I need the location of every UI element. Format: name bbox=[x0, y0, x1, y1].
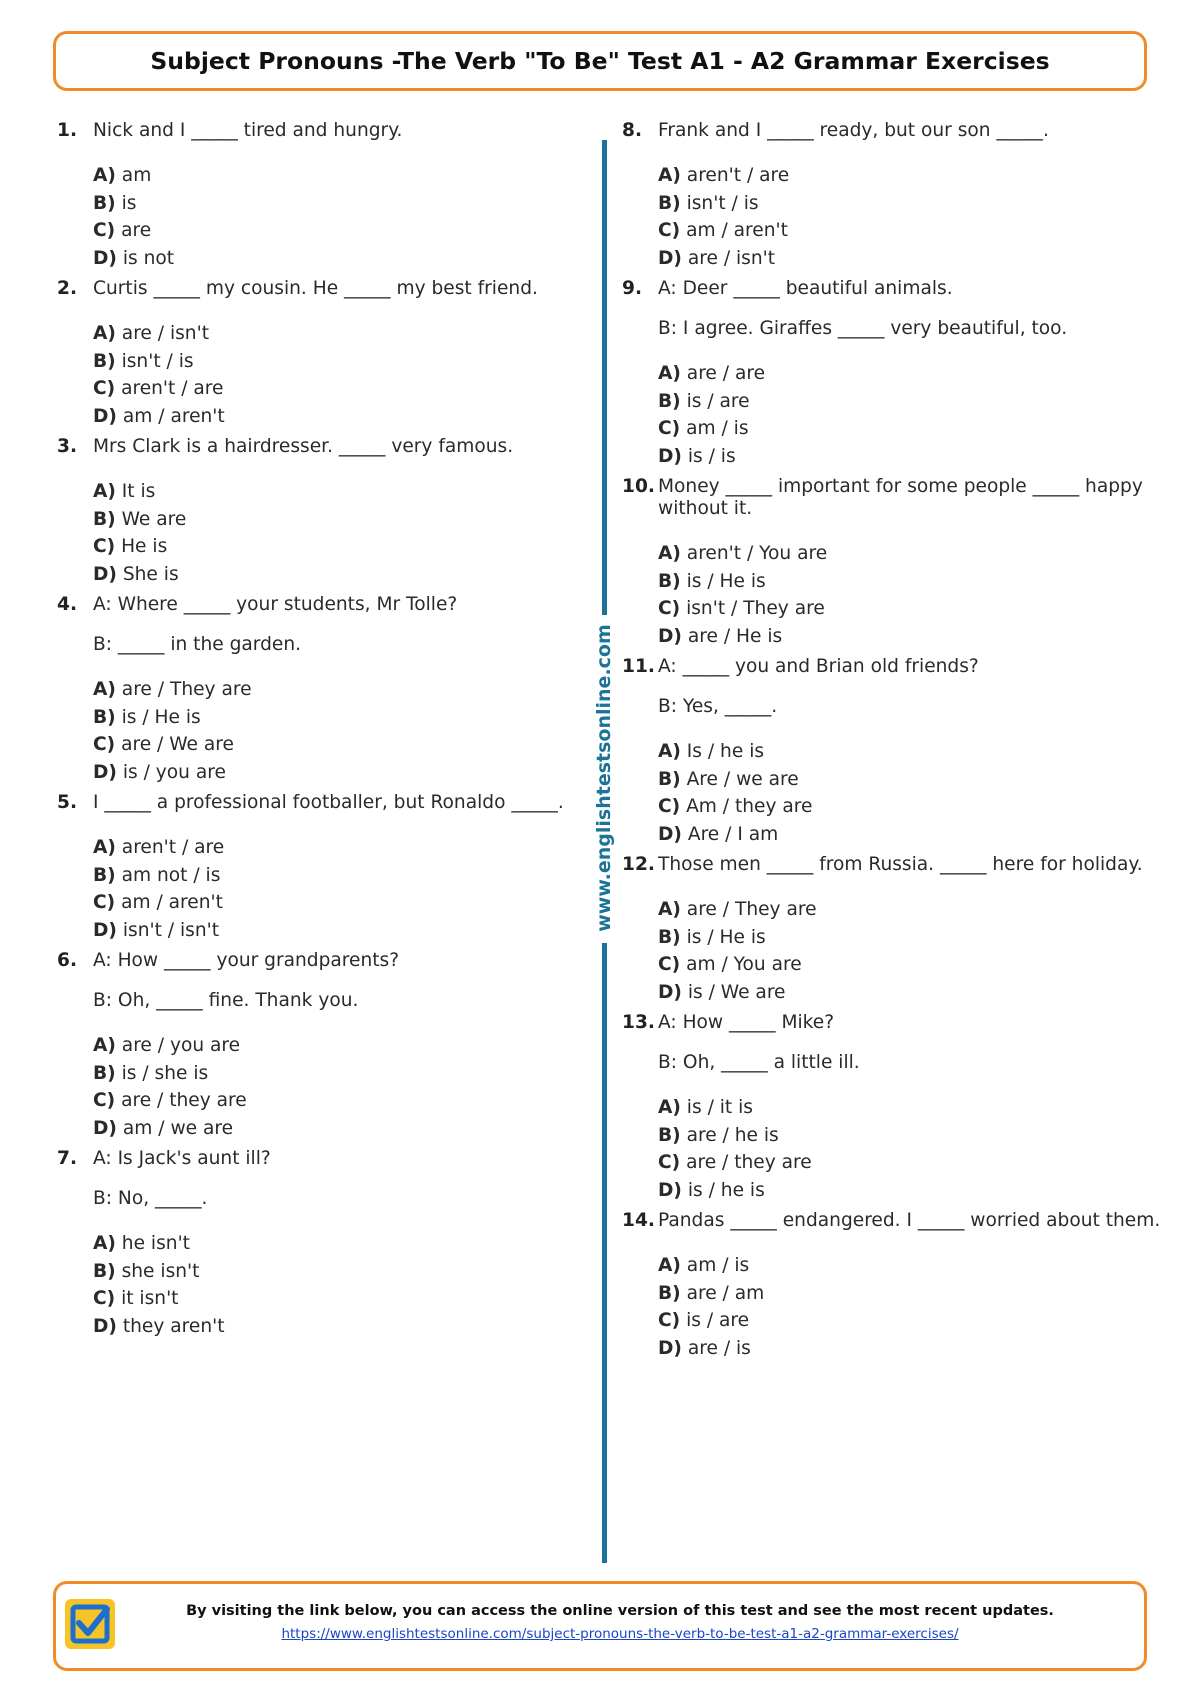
question-number: 13. bbox=[622, 1012, 655, 1033]
option-text: Is / he is bbox=[680, 741, 765, 762]
answer-option bbox=[658, 190, 1162, 218]
question-text: Curtis _____ my cousin. He _____ my best friend. bbox=[93, 278, 538, 299]
question-stem bbox=[57, 278, 567, 300]
answer-options bbox=[93, 162, 567, 272]
answer-options bbox=[93, 676, 567, 786]
answer-option bbox=[93, 889, 567, 917]
question-number: 11. bbox=[622, 656, 655, 677]
option-text: am bbox=[115, 165, 152, 186]
answer-option bbox=[93, 561, 567, 589]
option-letter: C) bbox=[658, 598, 681, 619]
answer-options bbox=[93, 478, 567, 588]
question-number: 10. bbox=[622, 476, 655, 497]
option-text: are / We are bbox=[115, 734, 234, 755]
answer-option bbox=[658, 1149, 1162, 1177]
question-stem bbox=[57, 436, 567, 458]
option-text: is / are bbox=[680, 1310, 750, 1331]
answer-option bbox=[93, 917, 567, 945]
question-stem bbox=[57, 950, 567, 972]
option-text: am / aren't bbox=[680, 220, 788, 241]
answer-option bbox=[93, 320, 567, 348]
option-letter: B) bbox=[93, 1062, 116, 1084]
question-item bbox=[57, 594, 567, 786]
answer-options bbox=[658, 896, 1162, 1006]
option-letter: A) bbox=[658, 543, 681, 564]
option-text: aren't / are bbox=[680, 165, 790, 186]
answer-options bbox=[658, 738, 1162, 848]
option-text: isn't / is bbox=[115, 350, 194, 372]
question-stem bbox=[622, 120, 1162, 142]
question-text: Money _____ important for some people _____ happy without it. bbox=[658, 476, 1143, 519]
option-text: are / isn't bbox=[115, 323, 209, 344]
question-item bbox=[622, 120, 1162, 272]
question-stem bbox=[622, 656, 1162, 678]
question-number: 1. bbox=[57, 120, 78, 141]
option-text: is / it is bbox=[680, 1097, 753, 1118]
question-stem bbox=[622, 1012, 1162, 1034]
option-text: is / We are bbox=[681, 981, 786, 1003]
option-letter: B) bbox=[658, 768, 681, 790]
answer-option bbox=[658, 623, 1162, 651]
question-text: A: Deer _____ beautiful animals. bbox=[658, 278, 953, 299]
option-letter: C) bbox=[93, 734, 116, 755]
option-text: am / aren't bbox=[116, 405, 225, 427]
question-stem bbox=[622, 1210, 1162, 1232]
option-letter: A) bbox=[658, 899, 681, 920]
question-item bbox=[622, 1210, 1162, 1362]
question-stem bbox=[622, 476, 1162, 520]
question-subtext: B: No, _____. bbox=[93, 1188, 208, 1209]
answer-option bbox=[658, 979, 1162, 1007]
answer-option bbox=[658, 245, 1162, 273]
answer-option bbox=[93, 731, 567, 759]
option-letter: C) bbox=[93, 536, 116, 557]
option-letter: A) bbox=[93, 1035, 116, 1056]
question-number: 14. bbox=[622, 1210, 655, 1231]
question-item bbox=[57, 120, 567, 272]
option-text: am / is bbox=[680, 1255, 750, 1276]
answer-option bbox=[93, 1087, 567, 1115]
option-letter: B) bbox=[93, 1260, 116, 1282]
option-letter: C) bbox=[658, 220, 681, 241]
option-letter: D) bbox=[93, 1117, 117, 1139]
site-watermark: www.englishtestsonline.com bbox=[593, 624, 615, 932]
question-item bbox=[622, 854, 1162, 1006]
option-text: am / we are bbox=[116, 1117, 234, 1139]
answer-options bbox=[93, 320, 567, 430]
answer-options bbox=[658, 540, 1162, 650]
answer-option bbox=[658, 540, 1162, 568]
option-text: are / they are bbox=[680, 1152, 812, 1173]
answer-option bbox=[93, 533, 567, 561]
question-text: A: Where _____ your students, Mr Tolle? bbox=[93, 594, 458, 615]
question-item bbox=[57, 950, 567, 1142]
option-letter: A) bbox=[93, 837, 116, 858]
answer-option bbox=[658, 1280, 1162, 1308]
question-item bbox=[57, 436, 567, 588]
option-text: isn't / is bbox=[680, 192, 759, 214]
option-text: is / He is bbox=[680, 570, 766, 592]
option-text: are / They are bbox=[680, 899, 817, 920]
question-text: A: How _____ Mike? bbox=[658, 1012, 835, 1033]
answer-option bbox=[658, 738, 1162, 766]
option-letter: A) bbox=[658, 741, 681, 762]
question-text: Frank and I _____ ready, but our son _____. bbox=[658, 120, 1049, 141]
option-letter: D) bbox=[93, 919, 117, 941]
answer-option bbox=[93, 1313, 567, 1341]
question-subtext: B: I agree. Giraffes _____ very beautiful, too. bbox=[658, 318, 1068, 339]
option-text: isn't / isn't bbox=[116, 919, 220, 941]
answer-options bbox=[93, 1230, 567, 1340]
option-text: are / isn't bbox=[681, 247, 776, 269]
answer-options bbox=[658, 1252, 1162, 1362]
column-divider-top bbox=[602, 140, 607, 615]
option-letter: C) bbox=[93, 1288, 116, 1309]
option-letter: B) bbox=[658, 1282, 681, 1304]
option-text: are / is bbox=[681, 1337, 751, 1359]
answer-option bbox=[658, 162, 1162, 190]
option-letter: B) bbox=[93, 350, 116, 372]
option-text: It is bbox=[115, 481, 156, 502]
answer-option bbox=[658, 924, 1162, 952]
option-text: are / they are bbox=[115, 1090, 247, 1111]
option-text: is / are bbox=[680, 390, 750, 412]
option-letter: A) bbox=[93, 481, 116, 502]
question-item bbox=[622, 1012, 1162, 1204]
option-text: are / They are bbox=[115, 679, 252, 700]
answer-option bbox=[658, 821, 1162, 849]
option-text: Am / they are bbox=[680, 796, 813, 817]
answer-option bbox=[658, 896, 1162, 924]
question-stem bbox=[622, 278, 1162, 300]
option-text: is / she is bbox=[115, 1062, 209, 1084]
option-text: are / he is bbox=[680, 1124, 779, 1146]
answer-option bbox=[658, 1335, 1162, 1363]
option-letter: D) bbox=[658, 1337, 682, 1359]
answer-option bbox=[93, 834, 567, 862]
option-text: isn't / They are bbox=[680, 598, 825, 619]
answer-option bbox=[658, 793, 1162, 821]
option-letter: C) bbox=[658, 1152, 681, 1173]
question-number: 2. bbox=[57, 278, 78, 299]
option-letter: C) bbox=[658, 1310, 681, 1331]
option-letter: B) bbox=[658, 926, 681, 948]
option-text: is / he is bbox=[681, 1179, 765, 1201]
option-text: We are bbox=[115, 508, 187, 530]
answer-option bbox=[658, 568, 1162, 596]
answer-option bbox=[658, 360, 1162, 388]
left-question-column bbox=[57, 120, 567, 1346]
question-stem bbox=[57, 594, 567, 616]
question-text: A: How _____ your grandparents? bbox=[93, 950, 400, 971]
option-text: is / He is bbox=[115, 706, 201, 728]
answer-options bbox=[93, 834, 567, 944]
option-letter: A) bbox=[658, 165, 681, 186]
question-number: 8. bbox=[622, 120, 643, 141]
answer-option bbox=[658, 1307, 1162, 1335]
option-text: aren't / You are bbox=[680, 543, 828, 564]
option-letter: A) bbox=[93, 679, 116, 700]
option-text: is / He is bbox=[680, 926, 766, 948]
option-text: aren't / are bbox=[115, 378, 224, 399]
question-number: 9. bbox=[622, 278, 643, 299]
question-number: 12. bbox=[622, 854, 655, 875]
option-letter: B) bbox=[93, 864, 116, 886]
option-letter: D) bbox=[93, 761, 117, 783]
option-letter: C) bbox=[93, 1090, 116, 1111]
option-letter: D) bbox=[658, 445, 682, 467]
option-letter: C) bbox=[93, 378, 116, 399]
answer-option bbox=[93, 704, 567, 732]
footer-link[interactable]: https://www.englishtestsonline.com/subject-pronouns-the-verb-to-be-test-a1-a2-grammar-exercises/ bbox=[281, 1626, 959, 1642]
option-letter: D) bbox=[658, 247, 682, 269]
option-text: they aren't bbox=[116, 1315, 225, 1337]
question-stem bbox=[57, 792, 567, 814]
answer-option bbox=[658, 766, 1162, 794]
answer-option bbox=[93, 1285, 567, 1313]
option-text: am / aren't bbox=[115, 892, 223, 913]
option-letter: A) bbox=[658, 363, 681, 384]
answer-option bbox=[93, 190, 567, 218]
question-item bbox=[57, 792, 567, 944]
option-letter: D) bbox=[93, 405, 117, 427]
answer-option bbox=[658, 1252, 1162, 1280]
option-letter: A) bbox=[658, 1097, 681, 1118]
question-item bbox=[57, 278, 567, 430]
answer-option bbox=[93, 217, 567, 245]
question-stem bbox=[622, 854, 1162, 876]
question-subtext: B: _____ in the garden. bbox=[93, 634, 302, 655]
option-text: am not / is bbox=[115, 864, 221, 886]
option-text: are / you are bbox=[115, 1035, 241, 1056]
answer-option bbox=[93, 245, 567, 273]
option-letter: C) bbox=[93, 220, 116, 241]
checkbox-check-icon bbox=[65, 1599, 115, 1649]
question-stem bbox=[57, 1148, 567, 1170]
footer-box bbox=[53, 1581, 1147, 1671]
option-text: is / you are bbox=[116, 761, 226, 783]
option-letter: A) bbox=[93, 165, 116, 186]
question-number: 6. bbox=[57, 950, 78, 971]
option-text: are / are bbox=[680, 363, 766, 384]
answer-option bbox=[93, 1115, 567, 1143]
option-text: Are / we are bbox=[680, 768, 799, 790]
option-letter: B) bbox=[658, 192, 681, 214]
right-question-column bbox=[622, 120, 1162, 1368]
answer-option bbox=[658, 443, 1162, 471]
answer-options bbox=[93, 1032, 567, 1142]
option-letter: D) bbox=[93, 1315, 117, 1337]
option-text: is bbox=[115, 192, 137, 214]
question-text: Pandas _____ endangered. I _____ worried about them. bbox=[658, 1210, 1161, 1231]
option-letter: C) bbox=[658, 954, 681, 975]
page-title: Subject Pronouns -The Verb "To Be" Test A1 - A2 Grammar Exercises bbox=[53, 31, 1147, 91]
question-stem bbox=[57, 120, 567, 142]
question-item bbox=[622, 278, 1162, 470]
answer-option bbox=[93, 1230, 567, 1258]
option-text: aren't / are bbox=[115, 837, 225, 858]
answer-option bbox=[658, 1177, 1162, 1205]
option-text: Are / I am bbox=[681, 823, 779, 845]
option-letter: B) bbox=[93, 508, 116, 530]
option-letter: C) bbox=[93, 892, 116, 913]
question-item bbox=[622, 476, 1162, 650]
answer-option bbox=[93, 676, 567, 704]
option-text: he isn't bbox=[115, 1233, 190, 1254]
question-number: 5. bbox=[57, 792, 78, 813]
option-text: is not bbox=[116, 247, 175, 269]
question-item bbox=[57, 1148, 567, 1340]
question-text: Mrs Clark is a hairdresser. _____ very famous. bbox=[93, 436, 514, 457]
option-text: is / is bbox=[681, 445, 736, 467]
answer-option bbox=[658, 415, 1162, 443]
answer-option bbox=[93, 862, 567, 890]
answer-option bbox=[658, 388, 1162, 416]
option-letter: C) bbox=[658, 418, 681, 439]
answer-options bbox=[658, 360, 1162, 470]
option-letter: B) bbox=[658, 1124, 681, 1146]
footer-note: By visiting the link below, you can access the online version of this test and see the most recent updates. bbox=[186, 1603, 1054, 1619]
question-text: A: Is Jack's aunt ill? bbox=[93, 1148, 271, 1169]
option-text: am / You are bbox=[680, 954, 802, 975]
answer-options bbox=[658, 162, 1162, 272]
option-letter: B) bbox=[658, 390, 681, 412]
option-text: He is bbox=[115, 536, 168, 557]
answer-option bbox=[658, 595, 1162, 623]
question-text: I _____ a professional footballer, but Ronaldo _____. bbox=[93, 792, 564, 813]
option-text: are / am bbox=[680, 1282, 765, 1304]
option-letter: D) bbox=[658, 981, 682, 1003]
option-letter: A) bbox=[658, 1255, 681, 1276]
answer-option bbox=[93, 162, 567, 190]
answer-option bbox=[658, 217, 1162, 245]
question-subtext: B: Oh, _____ a little ill. bbox=[658, 1052, 860, 1073]
answer-option bbox=[93, 506, 567, 534]
answer-option bbox=[93, 1032, 567, 1060]
option-text: am / is bbox=[680, 418, 749, 439]
question-number: 3. bbox=[57, 436, 78, 457]
question-text: Nick and I _____ tired and hungry. bbox=[93, 120, 403, 141]
answer-option bbox=[93, 375, 567, 403]
option-letter: B) bbox=[93, 192, 116, 214]
answer-option bbox=[658, 1122, 1162, 1150]
question-number: 4. bbox=[57, 594, 78, 615]
question-text: Those men _____ from Russia. _____ here for holiday. bbox=[658, 854, 1143, 875]
question-text: A: _____ you and Brian old friends? bbox=[658, 656, 979, 677]
option-letter: D) bbox=[93, 563, 117, 585]
answer-option bbox=[93, 348, 567, 376]
answer-option bbox=[658, 1094, 1162, 1122]
option-letter: B) bbox=[93, 706, 116, 728]
option-letter: B) bbox=[658, 570, 681, 592]
option-letter: C) bbox=[658, 796, 681, 817]
option-letter: D) bbox=[658, 823, 682, 845]
answer-option bbox=[93, 403, 567, 431]
option-text: it isn't bbox=[115, 1288, 179, 1309]
option-text: she isn't bbox=[115, 1260, 200, 1282]
answer-option bbox=[93, 759, 567, 787]
answer-option bbox=[658, 951, 1162, 979]
answer-options bbox=[658, 1094, 1162, 1204]
option-letter: D) bbox=[658, 1179, 682, 1201]
answer-option bbox=[93, 478, 567, 506]
question-subtext: B: Oh, _____ fine. Thank you. bbox=[93, 990, 359, 1011]
option-text: are bbox=[115, 220, 152, 241]
question-item bbox=[622, 656, 1162, 848]
question-number: 7. bbox=[57, 1148, 78, 1169]
answer-option bbox=[93, 1258, 567, 1286]
option-text: are / He is bbox=[681, 625, 783, 647]
option-letter: A) bbox=[93, 1233, 116, 1254]
question-subtext: B: Yes, _____. bbox=[658, 696, 778, 717]
answer-option bbox=[93, 1060, 567, 1088]
option-letter: D) bbox=[93, 247, 117, 269]
option-text: She is bbox=[116, 563, 179, 585]
option-letter: D) bbox=[658, 625, 682, 647]
option-letter: A) bbox=[93, 323, 116, 344]
column-divider-bottom bbox=[602, 943, 607, 1563]
